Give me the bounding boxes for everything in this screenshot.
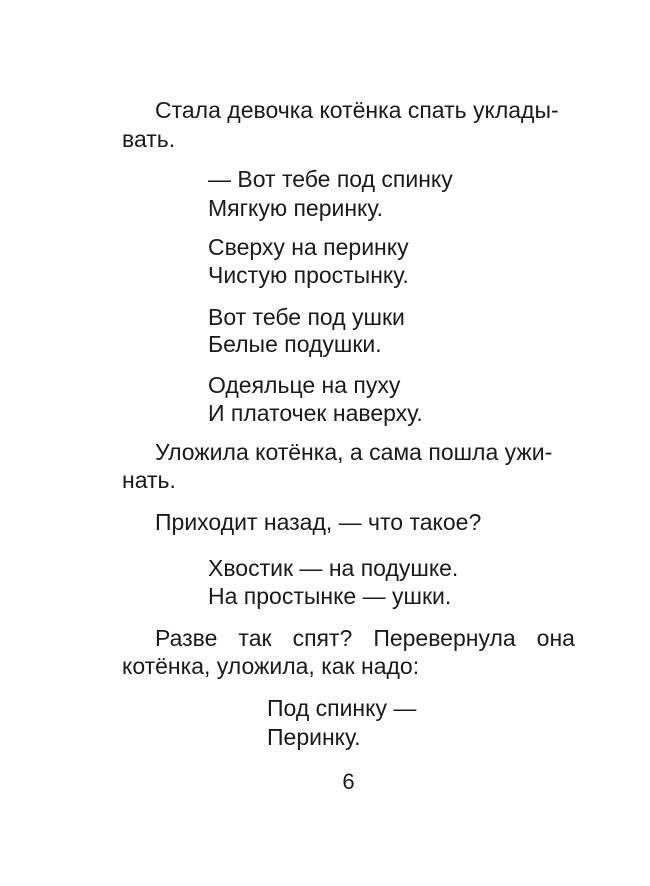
verse-line: Перинку. bbox=[267, 724, 361, 750]
verse-line: Одеяльце на пуху bbox=[208, 372, 401, 398]
verse-line: — Вот тебе под спинку bbox=[208, 166, 453, 192]
paragraph-line: котёнка, уложила, как надо: bbox=[122, 653, 420, 679]
verse-line: Под спинку — bbox=[267, 695, 417, 721]
word: Перевернула bbox=[373, 625, 516, 651]
verse-line: Хвостик — на подушке. bbox=[208, 555, 459, 581]
paragraph-line: вать. bbox=[122, 126, 176, 152]
page-number: 6 bbox=[342, 769, 355, 794]
paragraph-line-justified bbox=[155, 623, 575, 653]
paragraph-line: Уложила котёнка, а сама пошла ужи- bbox=[155, 439, 553, 465]
verse-line: Мягкую перинку. bbox=[208, 195, 383, 221]
verse-line: Сверху на перинку bbox=[208, 234, 409, 260]
word: спят? bbox=[292, 625, 353, 651]
verse-line: Вот тебе под ушки bbox=[208, 304, 405, 330]
verse-line: И платочек наверху. bbox=[208, 400, 423, 426]
paragraph-line: Стала девочка котёнка спать уклады- bbox=[155, 97, 559, 123]
word: так bbox=[238, 625, 272, 651]
verse-line: Белые подушки. bbox=[208, 331, 382, 357]
paragraph-line: Приходит назад, — что такое? bbox=[155, 509, 482, 535]
paragraph-line: нать. bbox=[122, 467, 176, 493]
verse-line: Чистую простынку. bbox=[208, 262, 409, 288]
word: она bbox=[536, 625, 575, 651]
verse-line: На простынке — ушки. bbox=[208, 583, 452, 609]
word: Разве bbox=[155, 625, 218, 651]
